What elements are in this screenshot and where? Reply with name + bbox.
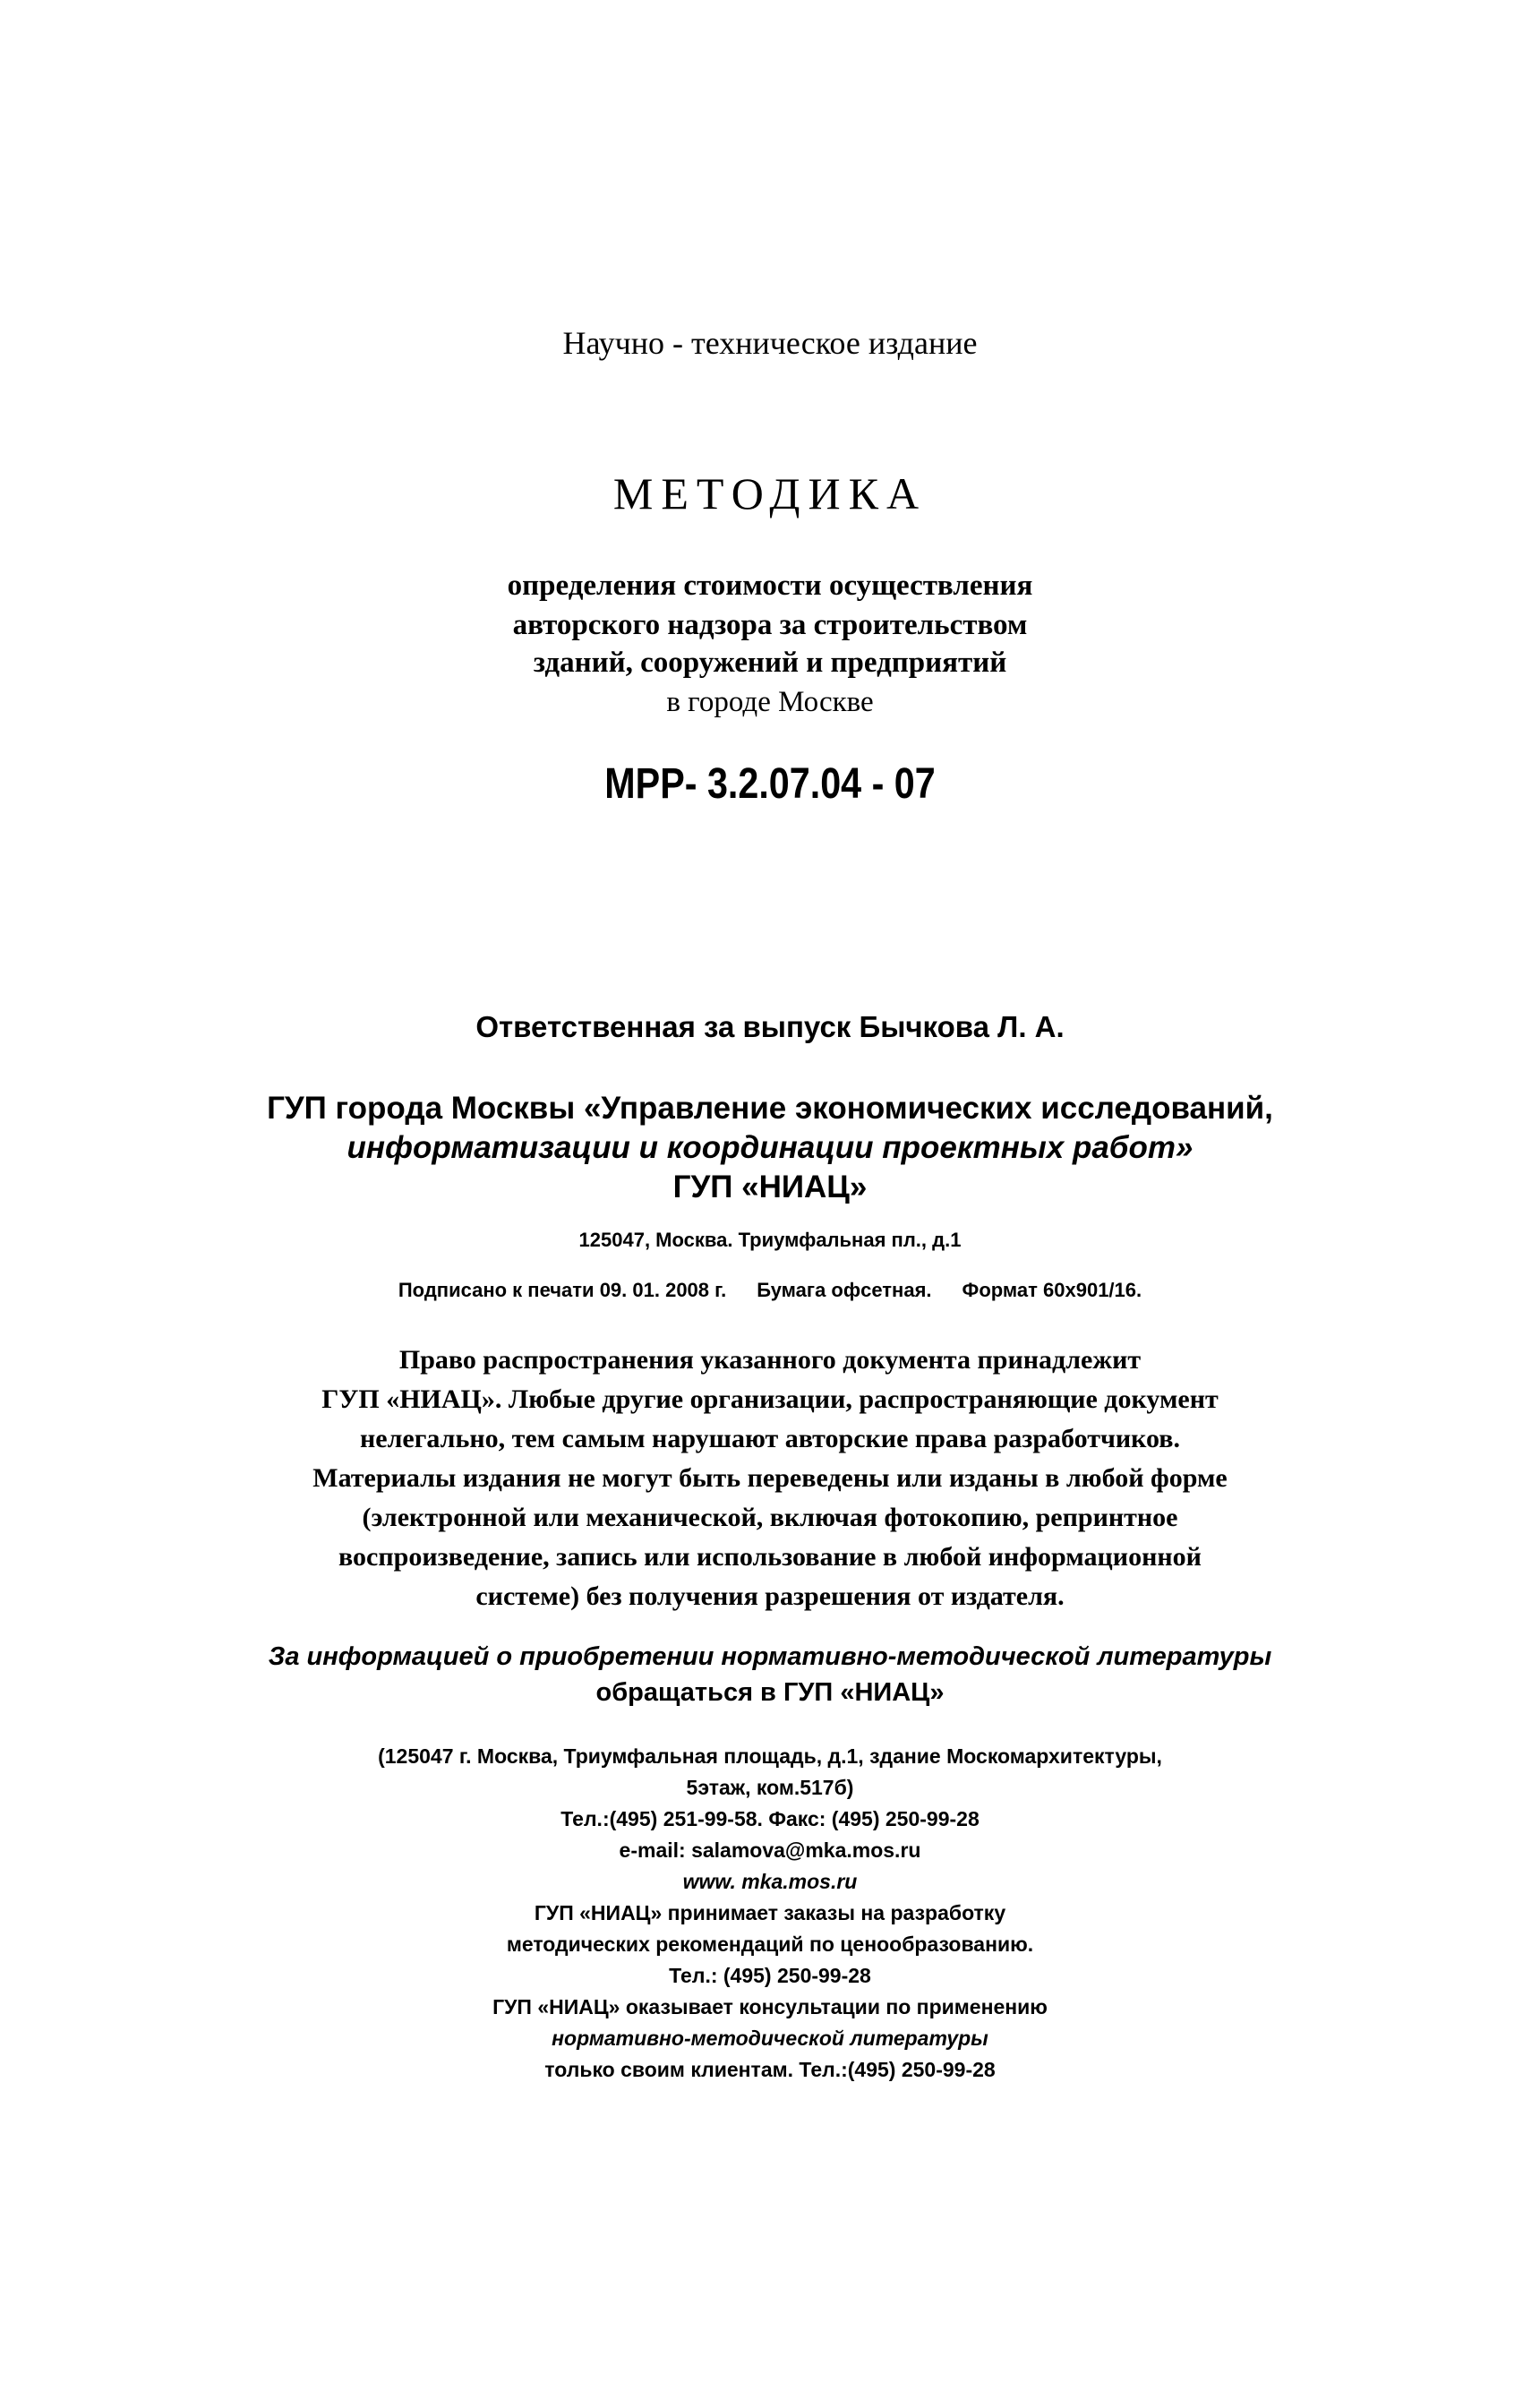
publisher-address: 125047, Москва. Триумфальная пл., д.1 — [578, 1229, 962, 1251]
responsible-editor: Ответственная за выпуск Бычкова Л. А. — [475, 1010, 1065, 1043]
info-line: За информацией о приобретении нормативно-методической литературы — [268, 1642, 1272, 1671]
rights-line: (электронной или механической, включая фотокопию, репринтное — [362, 1503, 1178, 1532]
print-format: Формат 60x901/16. — [962, 1279, 1142, 1301]
rights-line: ГУП «НИАЦ». Любые другие организации, распространяющие документ — [321, 1384, 1219, 1414]
subtitle-line: определения стоимости осуществления — [507, 570, 1033, 602]
contact-line: ГУП «НИАЦ» принимает заказы на разработку — [534, 1901, 1006, 1924]
rights-line: Материалы издания не могут быть переведены или изданы в любой форме — [312, 1463, 1228, 1493]
paper-type: Бумага офсетная. — [757, 1279, 932, 1301]
edition-type: Научно - техническое издание — [562, 325, 978, 361]
organization-line: ГУП города Москвы «Управление экономических исследований, — [267, 1091, 1273, 1126]
contact-line: нормативно-методической литературы — [552, 2027, 988, 2050]
contact-website: www. mka.mos.ru — [682, 1870, 858, 1893]
rights-line: Право распространения указанного документа принадлежит — [398, 1345, 1142, 1375]
subtitle-line: в городе Москве — [666, 686, 874, 718]
print-info — [0, 1279, 1540, 1302]
document-code: МРР- 3.2.07.04 - 07 — [604, 760, 936, 808]
organization-line: ГУП «НИАЦ» — [672, 1170, 868, 1204]
contact-line: (125047 г. Москва, Триумфальная площадь, д.1, здание Москомархитектуры, — [378, 1744, 1162, 1768]
subtitle-line: авторского надзора за строительством — [512, 609, 1028, 641]
contact-email: e-mail: salamova@mka.mos.ru — [619, 1838, 921, 1862]
document-title: МЕТОДИКА — [612, 468, 928, 518]
contact-phone: Тел.: (495) 250-99-28 — [669, 1964, 871, 1987]
rights-line: нелегально, тем самым нарушают авторские права разработчиков. — [359, 1424, 1180, 1453]
contact-phone: только своим клиентам. Тел.:(495) 250-99-28 — [544, 2058, 996, 2081]
organization-line: информатизации и координации проектных работ» — [346, 1130, 1194, 1165]
subtitle-line: зданий, сооружений и предприятий — [533, 647, 1007, 679]
rights-line: системе) без получения разрешения от издателя. — [475, 1581, 1065, 1611]
info-line: обращаться в ГУП «НИАЦ» — [595, 1678, 945, 1707]
contact-phone-fax: Тел.:(495) 251-99-58. Факс: (495) 250-99-28 — [560, 1807, 980, 1830]
signed-date: Подписано к печати 09. 01. 2008 г. — [398, 1279, 727, 1301]
rights-line: воспроизведение, запись или использование в любой информационной — [338, 1542, 1202, 1572]
contact-line: 5этаж, ком.517б) — [686, 1776, 854, 1799]
contact-line: методических рекомендаций по ценообразованию. — [506, 1933, 1034, 1956]
contact-line: ГУП «НИАЦ» оказывает консультации по применению — [492, 1995, 1048, 2018]
